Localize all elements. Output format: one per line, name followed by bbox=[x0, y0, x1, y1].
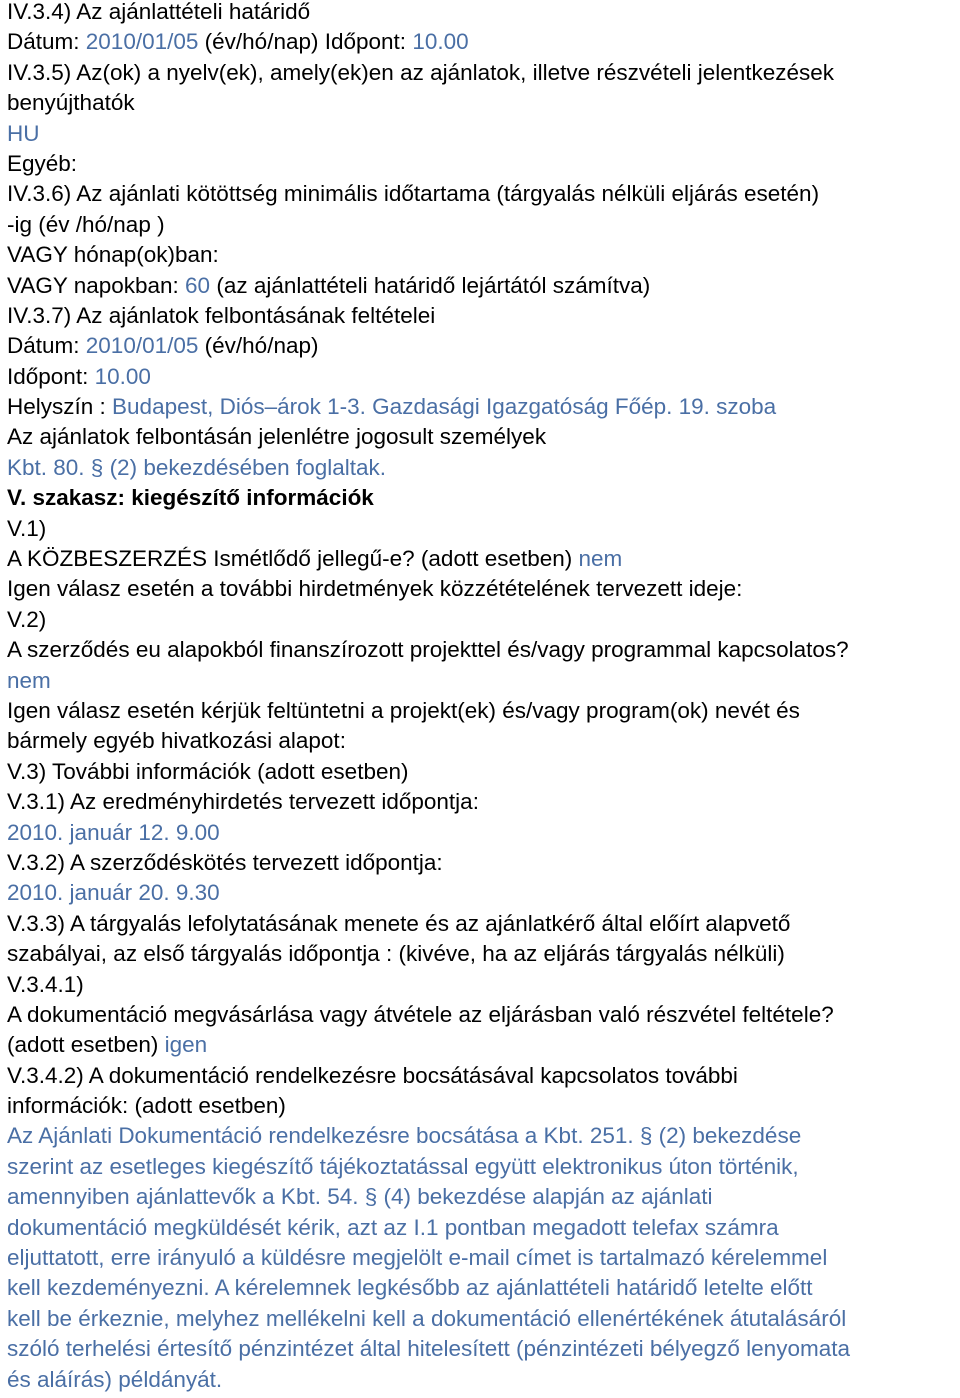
text-line bbox=[7, 1121, 960, 1151]
text-line bbox=[7, 271, 960, 301]
field-value: amennyiben ajánlattevők a Kbt. 54. § (4) bekezdése alapján az ajánlati bbox=[7, 1184, 713, 1210]
text-line bbox=[7, 453, 960, 483]
text-line bbox=[7, 1182, 960, 1212]
text-segment: A KÖZBESZERZÉS Ismétlődő jellegű-e? (adott esetben) bbox=[7, 546, 579, 572]
text-line bbox=[7, 301, 960, 331]
text-segment: V.3.4.1) bbox=[7, 971, 84, 997]
text-segment: Igen válasz esetén kérjük feltüntetni a projekt(ek) és/vagy program(ok) nevét és bbox=[7, 697, 800, 723]
text-segment: VAGY hónap(ok)ban: bbox=[7, 242, 219, 268]
text-segment: V.3) További információk (adott esetben) bbox=[7, 758, 409, 784]
text-line bbox=[7, 392, 960, 422]
text-segment: (adott esetben) bbox=[7, 1032, 165, 1058]
text-line bbox=[7, 331, 960, 361]
text-segment: VAGY napokban: bbox=[7, 272, 186, 298]
field-value: 10.00 bbox=[94, 363, 151, 389]
text-line bbox=[7, 818, 960, 848]
text-segment: bármely egyéb hivatkozási alapot: bbox=[7, 728, 346, 754]
text-segment: V.3.2) A szerződéskötés tervezett időpontja: bbox=[7, 849, 443, 875]
text-segment: IV.3.5) Az(ok) a nyelv(ek), amely(ek)en az ajánlatok, illetve részvételi jelentkezések bbox=[7, 59, 835, 85]
field-value: szerint az esetleges kiegészítő tájékoztatással együtt elektronikus úton történik, bbox=[7, 1153, 799, 1179]
text-segment: V.3.4.2) A dokumentáció rendelkezésre bocsátásával kapcsolatos további bbox=[7, 1062, 738, 1088]
text-line bbox=[7, 58, 960, 88]
field-value: 60 bbox=[185, 272, 211, 298]
text-segment: információk: (adott esetben) bbox=[7, 1093, 286, 1119]
text-segment: Dátum: bbox=[7, 333, 86, 359]
field-value: 2010/01/05 bbox=[85, 333, 199, 359]
text-segment: IV.3.7) Az ajánlatok felbontásának feltételei bbox=[7, 302, 436, 328]
field-value: 2010. január 20. 9.30 bbox=[7, 880, 220, 906]
text-segment: benyújthatók bbox=[7, 90, 135, 116]
field-value: kell kezdeményezni. A kérelemnek legkésőbb az ajánlattételi határidő letelte előtt bbox=[7, 1275, 813, 1301]
text-line bbox=[7, 1304, 960, 1334]
text-segment: IV.3.6) Az ajánlati kötöttség minimális időtartama (tárgyalás nélküli eljárás esetén) bbox=[7, 181, 820, 207]
text-line bbox=[7, 696, 960, 726]
text-line bbox=[7, 1243, 960, 1273]
text-line bbox=[7, 1061, 960, 1091]
text-segment: Helyszín : bbox=[7, 394, 113, 420]
field-value: 2010. január 12. 9.00 bbox=[7, 819, 220, 845]
text-segment: Időpont: bbox=[7, 363, 95, 389]
field-value: kell be érkeznie, melyhez mellékelni kell a dokumentáció ellenértékének átutalásáról bbox=[7, 1305, 847, 1331]
field-value: szóló terhelési értesítő pénzintézet által hitelesített (pénzintézeti bélyegző lenyomata bbox=[7, 1336, 850, 1362]
text-line bbox=[7, 635, 960, 665]
text-segment: V.1) bbox=[7, 515, 47, 541]
text-line bbox=[7, 179, 960, 209]
text-line bbox=[7, 666, 960, 696]
text-line bbox=[7, 0, 960, 27]
text-line bbox=[7, 1273, 960, 1303]
text-line bbox=[7, 514, 960, 544]
text-line bbox=[7, 149, 960, 179]
field-value: Budapest, Diós–árok 1-3. Gazdasági Igazgatóság Főép. 19. szoba bbox=[112, 394, 777, 420]
field-value: Az Ajánlati Dokumentáció rendelkezésre bocsátása a Kbt. 251. § (2) bekezdése bbox=[7, 1123, 802, 1149]
text-line bbox=[7, 1334, 960, 1364]
text-line bbox=[7, 483, 960, 513]
field-value: 10.00 bbox=[412, 29, 469, 55]
text-segment: Igen válasz esetén a további hirdetmények közzétételének tervezett ideje: bbox=[7, 576, 743, 602]
text-line bbox=[7, 1152, 960, 1182]
text-line bbox=[7, 1091, 960, 1121]
text-segment: V.3.3) A tárgyalás lefolytatásának menete és az ajánlatkérő által előírt alapvető bbox=[7, 910, 791, 936]
text-line bbox=[7, 970, 960, 1000]
text-line bbox=[7, 1000, 960, 1030]
field-value: Kbt. 80. § (2) bekezdésében foglaltak. bbox=[7, 454, 386, 480]
text-line bbox=[7, 939, 960, 969]
text-line bbox=[7, 1030, 960, 1060]
text-line bbox=[7, 210, 960, 240]
text-line bbox=[7, 787, 960, 817]
text-segment: Dátum: bbox=[7, 29, 86, 55]
text-line bbox=[7, 544, 960, 574]
text-segment: A szerződés eu alapokból finanszírozott projekttel és/vagy programmal kapcsolatos? bbox=[7, 637, 849, 663]
text-segment: V.2) bbox=[7, 606, 47, 632]
text-segment: Az ajánlatok felbontásán jelenlétre jogosult személyek bbox=[7, 424, 547, 450]
text-line bbox=[7, 119, 960, 149]
text-line bbox=[7, 1365, 960, 1395]
field-value: dokumentáció megküldését kérik, azt az I.1 pontban megadott telefax számra bbox=[7, 1214, 779, 1240]
text-line bbox=[7, 88, 960, 118]
text-segment: (az ajánlattételi határidő lejártától számítva) bbox=[210, 272, 651, 298]
field-value: nem bbox=[7, 667, 51, 693]
text-line bbox=[7, 757, 960, 787]
text-line bbox=[7, 27, 960, 57]
text-line bbox=[7, 1213, 960, 1243]
text-line bbox=[7, 605, 960, 635]
field-value: 2010/01/05 bbox=[85, 29, 199, 55]
text-segment: szabályai, az első tárgyalás időpontja : (kivéve, ha az eljárás tárgyalás nélküli) bbox=[7, 941, 785, 967]
text-line bbox=[7, 362, 960, 392]
text-segment: (év/hó/nap) bbox=[198, 333, 319, 359]
text-line bbox=[7, 848, 960, 878]
field-value: és aláírás) példányát. bbox=[7, 1366, 223, 1392]
field-value: nem bbox=[578, 546, 623, 572]
text-segment: -ig (év /hó/nap ) bbox=[7, 211, 165, 237]
text-line bbox=[7, 909, 960, 939]
text-line bbox=[7, 422, 960, 452]
field-value: eljuttatott, erre irányuló a küldésre megjelölt e-mail címet is tartalmazó kérelemmel bbox=[7, 1245, 828, 1271]
text-segment: IV.3.4) Az ajánlattételi határidő bbox=[7, 0, 311, 24]
text-line bbox=[7, 240, 960, 270]
text-line bbox=[7, 574, 960, 604]
text-line bbox=[7, 726, 960, 756]
text-segment: (év/hó/nap) Időpont: bbox=[198, 29, 413, 55]
text-segment: V.3.1) Az eredményhirdetés tervezett időpontja: bbox=[7, 789, 479, 815]
text-line bbox=[7, 878, 960, 908]
text-segment: Egyéb: bbox=[7, 150, 78, 176]
section-heading: V. szakasz: kiegészítő információk bbox=[7, 485, 374, 511]
field-value: igen bbox=[164, 1032, 208, 1058]
text-segment: A dokumentáció megvásárlása vagy átvétele az eljárásban való részvétel feltétele? bbox=[7, 1001, 834, 1027]
field-value: HU bbox=[7, 120, 40, 146]
